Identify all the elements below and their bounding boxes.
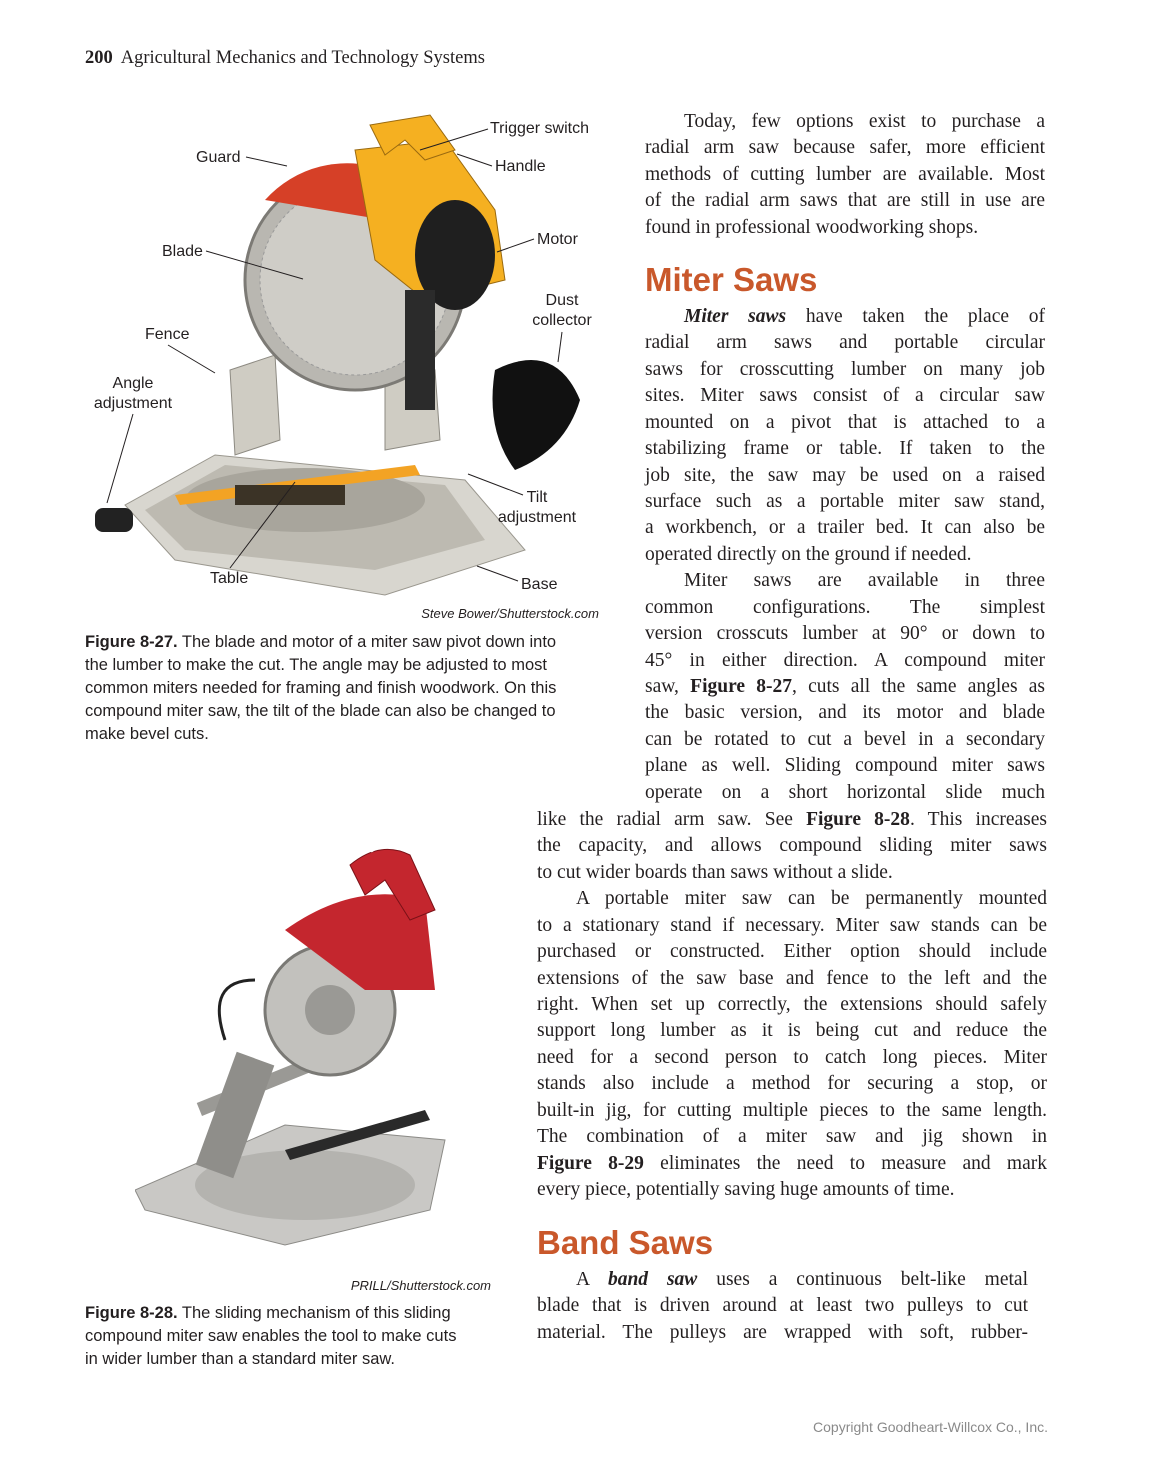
body-line: [537, 992, 1047, 1018]
figure-8-28-caption: [85, 1302, 505, 1371]
label-angle-adjustment: [88, 374, 178, 414]
body-line: [537, 939, 1047, 965]
text-span: to cut wider boards than saws without a slide.: [537, 861, 893, 883]
body-line: [645, 188, 1045, 214]
label-motor: Motor: [537, 231, 578, 248]
label-line: Angle: [112, 375, 154, 392]
text-span: right. When set up correctly, the extensions should safely: [537, 994, 1047, 1015]
text-span: surface such as a portable miter saw stand,: [645, 491, 1045, 512]
text-span: job site, the saw may be used on a raised: [645, 464, 1045, 486]
caption-line: make bevel cuts.: [85, 725, 209, 743]
body-line: [537, 1124, 1047, 1150]
body-line: [537, 1045, 1047, 1071]
caption-line: The sliding mechanism of this sliding: [177, 1304, 451, 1322]
text-span: the capacity, and allows compound sliding miter saws: [537, 835, 1047, 857]
body-line: [645, 135, 1045, 161]
label-line: Dust: [545, 292, 579, 309]
body-line: [537, 1018, 1047, 1044]
text-span: stands also include a method for securing a stop, or: [537, 1073, 1047, 1095]
text-span: mounted on a pivot that is attached to a: [645, 411, 1045, 433]
label-trigger-switch: Trigger switch: [490, 120, 589, 137]
body-line: [645, 674, 1045, 700]
label-tilt-adjustment: [492, 488, 582, 528]
body-line: [645, 162, 1045, 188]
caption-label: Figure 8-28.: [85, 1304, 178, 1322]
body-line: [645, 780, 1045, 806]
text-span: of the radial arm saws that are still in use are: [645, 190, 1045, 212]
emphasis-term: Miter saws: [684, 306, 787, 327]
text-span: can be rotated to cut a bevel in a secondary: [645, 728, 1045, 750]
emphasis-term: band saw: [607, 1269, 698, 1290]
text-span: 45° in either direction. A compound miter: [645, 649, 1045, 671]
body-line: [645, 727, 1045, 753]
body-line: [537, 1098, 1047, 1124]
body-line: [537, 807, 1047, 833]
label-line: adjustment: [93, 395, 173, 412]
caption-label: Figure 8-27.: [85, 633, 178, 651]
body-line: [537, 1151, 1047, 1177]
text-span: common configurations. The simplest: [645, 596, 1045, 618]
body-line: [537, 966, 1047, 992]
body-line: [576, 886, 1047, 912]
label-base: Base: [521, 576, 558, 593]
label-line: Tilt: [526, 489, 548, 506]
caption-line: common miters needed for framing and finish woodwork. On this: [85, 679, 557, 697]
text-span: The combination of a miter saw and jig shown in: [537, 1126, 1047, 1148]
text-span: saws for crosscutting lumber on many job: [645, 358, 1045, 380]
text-span: a workbench, or a trailer bed. It can also be: [645, 517, 1045, 539]
caption-line: the lumber to make the cut. The angle may be adjusted to most: [85, 656, 547, 674]
text-span: methods of cutting lumber are available. Most: [645, 163, 1045, 185]
body-line: [645, 383, 1045, 409]
body-line: [537, 913, 1047, 939]
caption-line: in wider lumber than a standard miter saw.: [85, 1350, 395, 1368]
text-span: plane as well. Sliding compound miter saws: [645, 755, 1045, 777]
body-line: [645, 621, 1045, 647]
label-guard: Guard: [196, 149, 241, 166]
text-span: Miter saws are available in three: [684, 570, 1045, 592]
text-span: saw,: [645, 676, 691, 698]
heading-band-saws: Band Saws: [537, 1224, 714, 1261]
figure-8-28-credit: PRILL/Shutterstock.com: [350, 1278, 491, 1293]
text-span: A portable miter saw can be permanently mounted: [576, 888, 1047, 910]
body-line: [645, 700, 1045, 726]
copyright-footer: Copyright Goodheart-Willcox Co., Inc.: [813, 1419, 1048, 1435]
caption-line: compound miter saw enables the tool to make cuts: [85, 1327, 457, 1345]
label-handle: Handle: [495, 158, 546, 175]
caption-line: The blade and motor of a miter saw pivot down into: [177, 633, 557, 651]
body-line: [684, 568, 1045, 594]
emphasis-term: Figure 8-27: [690, 676, 792, 698]
text-span: radial arm saw because safer, more efficient: [645, 137, 1045, 159]
body-line: [645, 648, 1045, 674]
body-line: [645, 463, 1045, 489]
text-span: built-in jig, for cutting multiple pieces to the same length.: [537, 1099, 1047, 1121]
body-line: [537, 860, 1047, 886]
text-span: purchased or constructed. Either option should include: [537, 941, 1047, 963]
text-span: uses a continuous belt-like metal: [697, 1269, 1028, 1290]
text-span: blade that is driven around at least two pulleys to cut: [537, 1295, 1028, 1317]
text-span: found in professional woodworking shops.: [645, 216, 979, 238]
caption-line: compound miter saw, the tilt of the blade can also be changed to: [85, 702, 556, 720]
text-span: operate on a short horizontal slide much: [645, 781, 1045, 803]
text-span: material. The pulleys are wrapped with soft, rubber-: [537, 1321, 1028, 1343]
text-span: Today, few options exist to purchase a: [684, 111, 1045, 132]
emphasis-term: Figure 8-28: [806, 809, 910, 830]
body-line: [645, 410, 1045, 436]
body-line: [645, 330, 1045, 356]
text-span: have taken the place of: [786, 306, 1045, 327]
text-span: version crosscuts lumber at 90° or down to: [645, 623, 1045, 645]
body-line: [645, 436, 1045, 462]
text-span: the basic version, and its motor and blade: [645, 702, 1045, 724]
page-number: 200: [85, 48, 113, 68]
body-line: [645, 595, 1045, 621]
label-blade: Blade: [162, 243, 203, 260]
body-line: [645, 215, 1045, 241]
label-line: adjustment: [497, 509, 577, 526]
figure-8-27-caption: [85, 631, 605, 746]
text-span: . This increases: [909, 809, 1047, 830]
text-span: support long lumber as it is being cut and reduce the: [537, 1020, 1047, 1042]
body-line: [537, 833, 1047, 859]
emphasis-term: Figure 8-29: [537, 1152, 644, 1174]
body-line: [645, 515, 1045, 541]
body-line: [684, 304, 1045, 330]
body-line: [684, 109, 1045, 135]
text-span: extensions of the saw base and fence to the left and the: [537, 967, 1047, 989]
body-line: [645, 753, 1045, 779]
label-table: Table: [210, 570, 249, 587]
text-span: to a stationary stand if necessary. Miter saw stands can be: [537, 914, 1047, 936]
body-line: [645, 542, 1045, 568]
text-span: radial arm saws and portable circular: [645, 332, 1045, 354]
text-span: eliminates the need to measure and mark: [643, 1152, 1047, 1174]
body-line: [645, 489, 1045, 515]
heading-miter-saws: Miter Saws: [645, 261, 818, 298]
body-line: [537, 1071, 1047, 1097]
label-dust-collector: [522, 291, 602, 331]
text-span: need for a second person to catch long pieces. Miter: [537, 1046, 1047, 1068]
label-fence: Fence: [145, 326, 190, 343]
text-span: stabilizing frame or table. If taken to the: [645, 438, 1045, 460]
body-line: [576, 1267, 1028, 1293]
figure-8-27-credit: Steve Bower/Shutterstock.com: [421, 606, 599, 621]
text-span: A: [576, 1269, 608, 1290]
text-span: sites. Miter saws consist of a circular saw: [645, 385, 1045, 407]
body-line: [645, 357, 1045, 383]
text-span: operated directly on the ground if needed.: [645, 543, 972, 565]
book-title: Agricultural Mechanics and Technology Systems: [120, 48, 485, 68]
text-span: , cuts all the same angles as: [792, 676, 1045, 698]
body-line: [537, 1320, 1028, 1346]
text-span: like the radial arm saw. See: [537, 809, 807, 830]
label-line: collector: [532, 312, 592, 329]
body-line: [537, 1293, 1028, 1319]
figure-8-28-sliding-miter-saw-image: [135, 840, 455, 1250]
body-line: [537, 1177, 1047, 1203]
text-span: every piece, potentially saving huge amounts of time.: [537, 1179, 955, 1201]
